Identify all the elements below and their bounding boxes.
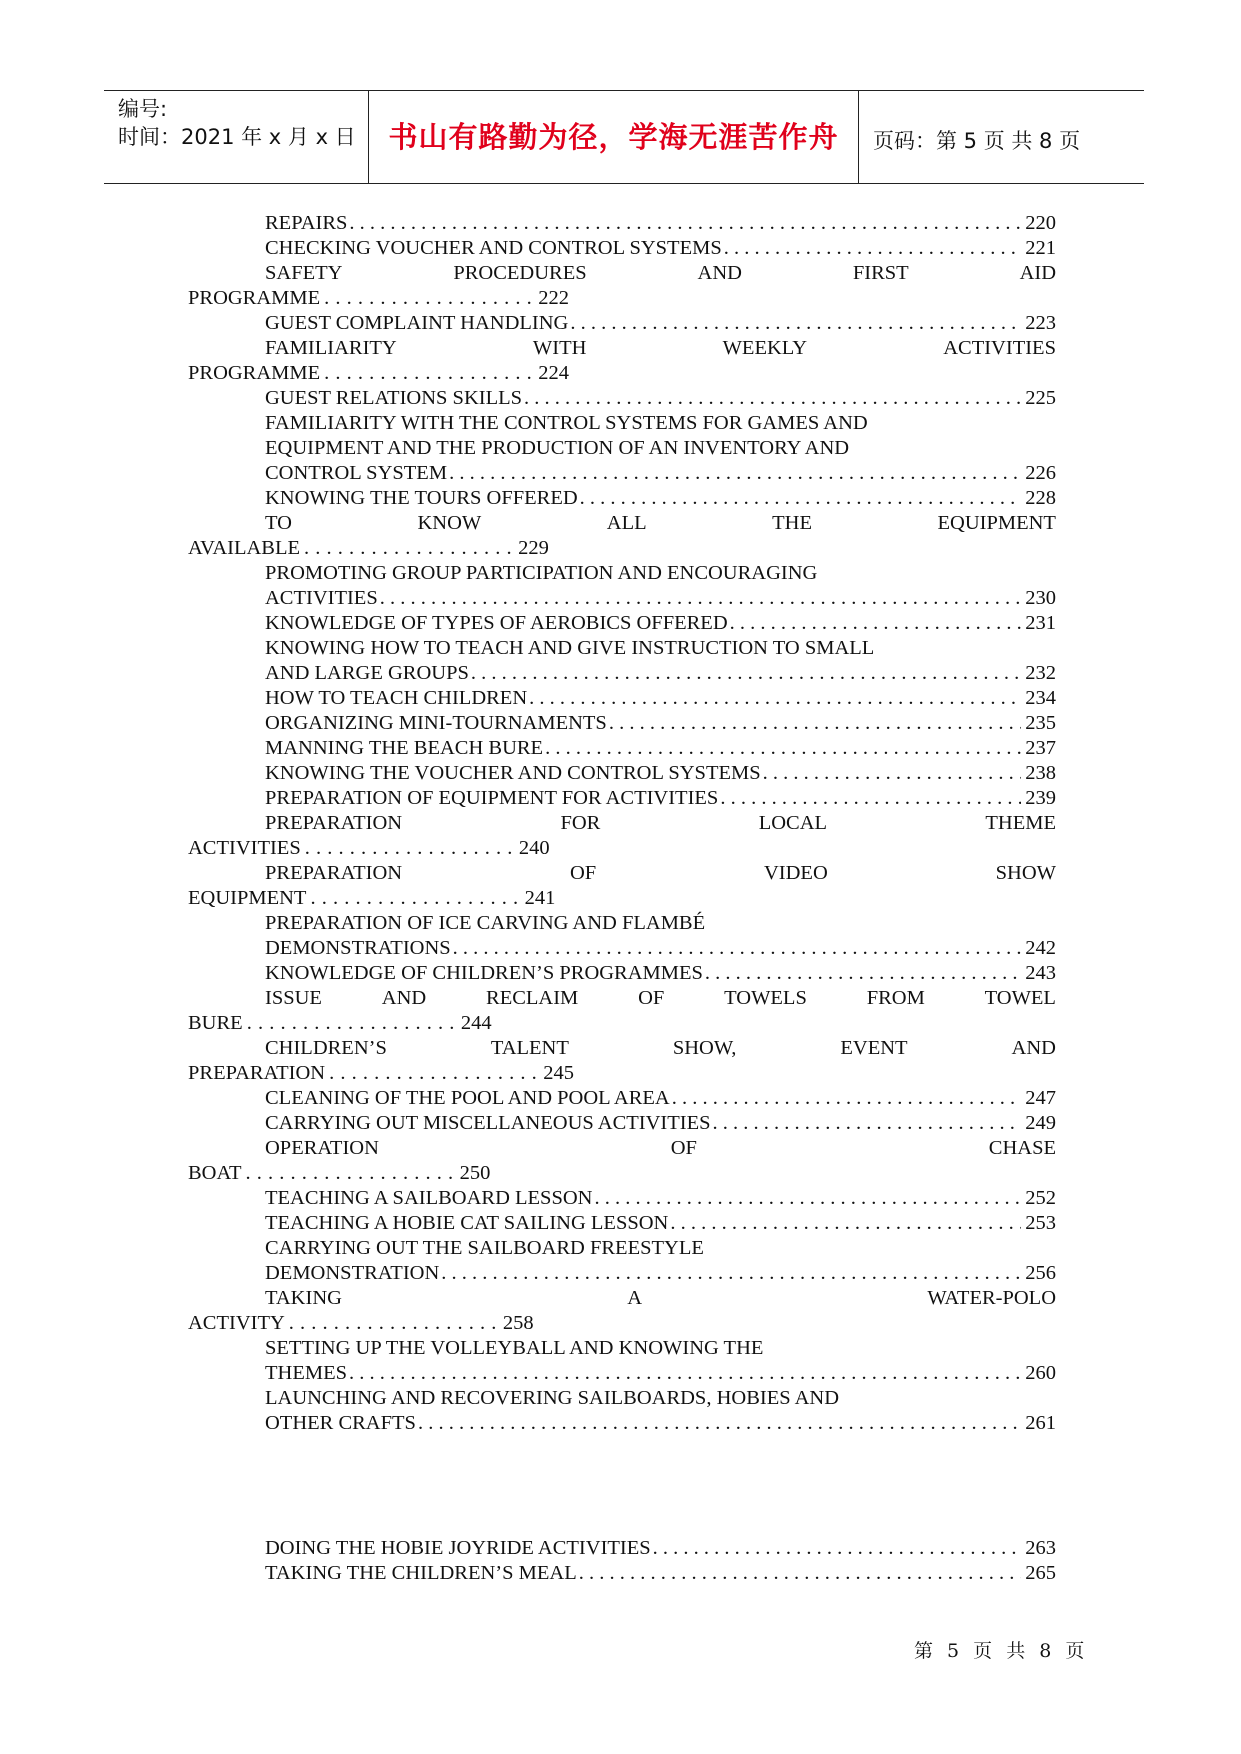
toc-entry bbox=[265, 785, 1056, 811]
toc-page-number: 240 bbox=[518, 837, 550, 859]
number-label: 编号: bbox=[118, 97, 168, 121]
toc-leader-dots: . . . . . . . . . . . . . . . . . . . bbox=[304, 837, 513, 859]
toc-entry-continuation bbox=[188, 360, 569, 386]
toc-entry-title: CONTROL SYSTEM bbox=[265, 462, 448, 484]
toc-leader-dots bbox=[449, 460, 1021, 486]
header-info-cell bbox=[104, 91, 368, 183]
toc-entry-word: AND bbox=[1011, 1037, 1056, 1059]
toc-leader-dots bbox=[580, 485, 1022, 511]
toc-entry bbox=[265, 660, 1056, 686]
toc-leader-dots: . . . . . . . . . . . . . . . . . . . bbox=[324, 362, 533, 384]
toc-entry-word: ISSUE bbox=[265, 987, 322, 1009]
toc-entry bbox=[265, 585, 1056, 611]
toc-entry-title: PREPARATION OF EQUIPMENT FOR ACTIVITIES bbox=[265, 787, 719, 809]
toc-page-number: 234 bbox=[1025, 687, 1056, 709]
toc-leader-dots bbox=[441, 1260, 1021, 1286]
toc-entry-justified-line bbox=[265, 860, 1056, 886]
toc-entry-word: PREPARATION bbox=[265, 862, 403, 884]
toc-entry-justified-line bbox=[265, 335, 1056, 361]
toc-page-number: 261 bbox=[1025, 1412, 1056, 1434]
toc-entry bbox=[265, 760, 1056, 786]
toc-entry-title: PROGRAMME bbox=[188, 362, 321, 384]
toc-entry-word: TALENT bbox=[490, 1037, 569, 1059]
toc-entry-line: KNOWING HOW TO TEACH AND GIVE INSTRUCTION TO SMALL bbox=[265, 637, 875, 659]
motto: 书山有路勤为径，学海无涯苦作舟 bbox=[388, 120, 839, 154]
toc-leader-dots bbox=[730, 610, 1022, 636]
toc-entry-word: AID bbox=[1019, 262, 1056, 284]
toc-entry-word: SHOW bbox=[995, 862, 1056, 884]
toc-entry bbox=[265, 210, 1056, 236]
toc-entry-word: SAFETY bbox=[265, 262, 343, 284]
toc-entry-title: ACTIVITY bbox=[188, 1312, 285, 1334]
toc-entry bbox=[265, 235, 1056, 261]
toc-entry-continuation bbox=[188, 885, 555, 911]
toc-leader-dots bbox=[672, 1085, 1022, 1111]
toc-entry-justified-line bbox=[265, 510, 1056, 536]
toc-leader-dots bbox=[529, 685, 1021, 711]
toc-entry bbox=[265, 960, 1056, 986]
toc-leader-dots bbox=[713, 1110, 1022, 1136]
toc-page-number: 225 bbox=[1025, 387, 1056, 409]
header-table bbox=[104, 90, 1144, 184]
toc-entry-word: LOCAL bbox=[758, 812, 828, 834]
toc-entry-justified-line bbox=[265, 985, 1056, 1011]
toc-entry-continuation bbox=[188, 1310, 534, 1336]
toc-entry-continuation bbox=[188, 285, 569, 311]
toc-page-number: 237 bbox=[1025, 737, 1056, 759]
toc-leader-dots: . . . . . . . . . . . . . . . . . . . bbox=[324, 287, 533, 309]
toc-page-number: 250 bbox=[459, 1162, 491, 1184]
toc-entry-word: FROM bbox=[866, 987, 925, 1009]
toc-entry bbox=[265, 935, 1056, 961]
toc-leader-dots bbox=[579, 1560, 1022, 1586]
toc-entry-title: DEMONSTRATION bbox=[265, 1262, 440, 1284]
toc-leader-dots bbox=[524, 385, 1021, 411]
toc-entry-word: A bbox=[627, 1287, 643, 1309]
toc-leader-dots bbox=[594, 1185, 1021, 1211]
toc-entry-title: CARRYING OUT MISCELLANEOUS ACTIVITIES bbox=[265, 1112, 711, 1134]
toc-entry-word: SHOW, bbox=[672, 1037, 737, 1059]
toc-entry-word: TAKING bbox=[265, 1287, 342, 1309]
toc-entry-word: OPERATION bbox=[265, 1137, 379, 1159]
toc-page-number: 230 bbox=[1025, 587, 1056, 609]
toc-entry-title: AND LARGE GROUPS bbox=[265, 662, 469, 684]
toc-leader-dots bbox=[418, 1410, 1021, 1436]
toc-entry-word: TOWELS bbox=[724, 987, 807, 1009]
toc-entry-line: LAUNCHING AND RECOVERING SAILBOARDS, HOBIES AND bbox=[265, 1387, 840, 1409]
toc-entry-word: WEEKLY bbox=[722, 337, 808, 359]
toc-leader-dots: . . . . . . . . . . . . . . . . . . . bbox=[288, 1312, 497, 1334]
toc-entry-title: KNOWING THE TOURS OFFERED bbox=[265, 487, 578, 509]
toc-page-number: 231 bbox=[1025, 612, 1056, 634]
toc-page-number: 265 bbox=[1025, 1562, 1056, 1584]
toc-page-number: 245 bbox=[543, 1062, 574, 1084]
toc-entry-line: EQUIPMENT AND THE PRODUCTION OF AN INVENTORY AND bbox=[265, 437, 850, 459]
toc-entry-word: ACTIVITIES bbox=[943, 337, 1056, 359]
toc-entry-word: PREPARATION bbox=[265, 812, 403, 834]
toc-page-number: 244 bbox=[460, 1012, 492, 1034]
toc-entry-continuation bbox=[188, 1010, 492, 1036]
toc-leader-dots bbox=[570, 310, 1021, 336]
toc-leader-dots bbox=[453, 935, 1022, 961]
toc-entry-word: KNOW bbox=[417, 512, 482, 534]
toc-entry bbox=[265, 1360, 1056, 1386]
toc-entry-title: EQUIPMENT bbox=[188, 887, 307, 909]
toc-entry-title: DOING THE HOBIE JOYRIDE ACTIVITIES bbox=[265, 1537, 651, 1559]
toc-entry bbox=[265, 1085, 1056, 1111]
toc-entry bbox=[265, 1410, 1056, 1436]
toc-entry-title: ACTIVITIES bbox=[265, 587, 378, 609]
toc-entry-title: BOAT bbox=[188, 1162, 242, 1184]
toc-entry bbox=[265, 685, 1056, 711]
toc-page-number: 220 bbox=[1025, 212, 1056, 234]
toc-entry-word: CHASE bbox=[988, 1137, 1056, 1159]
toc-entry-word: THEME bbox=[985, 812, 1056, 834]
toc-entry-title: DEMONSTRATIONS bbox=[265, 937, 451, 959]
toc-entry-word: FIRST bbox=[852, 262, 909, 284]
toc-entry-word: CHILDREN’S bbox=[265, 1037, 387, 1059]
toc-entry-title: PREPARATION bbox=[188, 1062, 326, 1084]
toc-entry bbox=[265, 1210, 1056, 1236]
toc-entry-continuation bbox=[188, 835, 550, 861]
toc-entry-justified-line bbox=[265, 260, 1056, 286]
toc-entry bbox=[265, 1185, 1056, 1211]
toc-page-number: 253 bbox=[1025, 1212, 1056, 1234]
toc-page-number: 221 bbox=[1025, 237, 1056, 259]
toc-leader-dots bbox=[609, 710, 1021, 736]
toc-leader-dots bbox=[349, 1360, 1021, 1386]
toc-leader-dots: . . . . . . . . . . . . . . . . . . . bbox=[245, 1162, 454, 1184]
toc-page-number: 243 bbox=[1025, 962, 1056, 984]
toc-page-number: 235 bbox=[1025, 712, 1056, 734]
toc-entry-title: KNOWING THE VOUCHER AND CONTROL SYSTEMS bbox=[265, 762, 761, 784]
toc-entry-continuation bbox=[188, 1160, 490, 1186]
toc-page-number: 239 bbox=[1025, 787, 1056, 809]
toc-leader-dots bbox=[653, 1535, 1022, 1561]
header-page-cell bbox=[859, 91, 1144, 183]
toc-entry-word: RECLAIM bbox=[486, 987, 579, 1009]
toc-entry-title: AVAILABLE bbox=[188, 537, 300, 559]
toc-leader-dots: . . . . . . . . . . . . . . . . . . . bbox=[246, 1012, 455, 1034]
toc-entry-title: BURE bbox=[188, 1012, 243, 1034]
toc-entry bbox=[265, 310, 1056, 336]
toc-entry-title: THEMES bbox=[265, 1362, 347, 1384]
toc-entry-title: KNOWLEDGE OF TYPES OF AEROBICS OFFERED bbox=[265, 612, 728, 634]
toc-leader-dots bbox=[763, 760, 1022, 786]
toc-leader-dots: . . . . . . . . . . . . . . . . . . . bbox=[304, 537, 513, 559]
toc-entry-word: OF bbox=[638, 987, 665, 1009]
toc-page-number: 229 bbox=[518, 537, 549, 559]
toc-entry-word: WATER-POLO bbox=[927, 1287, 1056, 1309]
toc-page-number: 228 bbox=[1025, 487, 1056, 509]
toc-entry-title: CHECKING VOUCHER AND CONTROL SYSTEMS bbox=[265, 237, 722, 259]
toc-entry-title: CLEANING OF THE POOL AND POOL AREA bbox=[265, 1087, 670, 1109]
toc-entry bbox=[265, 1560, 1056, 1586]
header-motto-cell bbox=[368, 91, 859, 183]
toc-entry-word: FAMILIARITY bbox=[265, 337, 397, 359]
toc-entry-word: PROCEDURES bbox=[453, 262, 587, 284]
toc-entry-word: VIDEO bbox=[764, 862, 828, 884]
toc-entry-word: EQUIPMENT bbox=[937, 512, 1056, 534]
toc-entry-line: SETTING UP THE VOLLEYBALL AND KNOWING THE bbox=[265, 1337, 764, 1359]
toc-entry-title: KNOWLEDGE OF CHILDREN’S PROGRAMMES bbox=[265, 962, 703, 984]
toc-entry-word: OF bbox=[569, 862, 597, 884]
toc-entry-title: ORGANIZING MINI-TOURNAMENTS bbox=[265, 712, 607, 734]
toc-leader-dots bbox=[380, 585, 1022, 611]
toc-entry bbox=[265, 1260, 1056, 1286]
toc-leader-dots bbox=[705, 960, 1021, 986]
toc-leader-dots: . . . . . . . . . . . . . . . . . . . bbox=[329, 1062, 538, 1084]
toc-page-number: 223 bbox=[1025, 312, 1056, 334]
toc-page-number: 232 bbox=[1025, 662, 1056, 684]
toc-entry-line: PROMOTING GROUP PARTICIPATION AND ENCOURAGING bbox=[265, 562, 818, 584]
toc-entry-word: EVENT bbox=[840, 1037, 908, 1059]
toc-entry-line: PREPARATION OF ICE CARVING AND FLAMBÉ bbox=[265, 912, 706, 934]
toc-page-number: 263 bbox=[1025, 1537, 1056, 1559]
toc-entry-title: PROGRAMME bbox=[188, 287, 321, 309]
toc-entry-line: FAMILIARITY WITH THE CONTROL SYSTEMS FOR GAMES AND bbox=[265, 412, 868, 434]
toc-page-number: 258 bbox=[502, 1312, 534, 1334]
toc-entry-title: TAKING THE CHILDREN’S MEAL bbox=[265, 1562, 577, 1584]
toc-leader-dots bbox=[471, 660, 1021, 686]
toc-entry-continuation bbox=[188, 535, 549, 561]
toc-entry-continuation bbox=[188, 1060, 574, 1086]
toc-leader-dots bbox=[349, 210, 1021, 236]
toc-entry-title: TEACHING A SAILBOARD LESSON bbox=[265, 1187, 593, 1209]
toc-entry-justified-line bbox=[265, 1035, 1056, 1061]
toc-entry-title: HOW TO TEACH CHILDREN bbox=[265, 687, 528, 709]
toc-entry bbox=[265, 610, 1056, 636]
toc-entry-word: AND bbox=[697, 262, 742, 284]
toc-page-number: 247 bbox=[1025, 1087, 1056, 1109]
toc-entry-word: TOWEL bbox=[984, 987, 1056, 1009]
toc-entry-justified-line bbox=[265, 1135, 1056, 1161]
toc-page-number: 242 bbox=[1025, 937, 1056, 959]
toc-entry bbox=[265, 485, 1056, 511]
toc-page-number: 256 bbox=[1025, 1262, 1056, 1284]
toc-page-number: 238 bbox=[1025, 762, 1056, 784]
toc-entry-title: OTHER CRAFTS bbox=[265, 1412, 416, 1434]
time-label: 时间：2021 年 x 月 x 日 bbox=[118, 125, 356, 149]
toc-page-number: 222 bbox=[538, 287, 570, 309]
toc-entry-justified-line bbox=[265, 810, 1056, 836]
toc-entry-word: OF bbox=[670, 1137, 697, 1159]
toc-entry-title: GUEST RELATIONS SKILLS bbox=[265, 387, 523, 409]
toc-entry-title: ACTIVITIES bbox=[188, 837, 301, 859]
toc-entry-word: AND bbox=[381, 987, 427, 1009]
toc-entry-word: THE bbox=[772, 512, 812, 534]
toc-entry bbox=[265, 385, 1056, 411]
toc-leader-dots bbox=[720, 785, 1021, 811]
toc-leader-dots bbox=[670, 1210, 1021, 1236]
toc-page-number: 260 bbox=[1025, 1362, 1056, 1384]
toc-entry-line: CARRYING OUT THE SAILBOARD FREESTYLE bbox=[265, 1237, 704, 1259]
toc-leader-dots bbox=[545, 735, 1021, 761]
toc-page-number: 224 bbox=[538, 362, 570, 384]
toc-entry-title: TEACHING A HOBIE CAT SAILING LESSON bbox=[265, 1212, 669, 1234]
toc-entry bbox=[265, 710, 1056, 736]
toc-entry-word: FOR bbox=[560, 812, 601, 834]
toc-page-number: 241 bbox=[524, 887, 556, 909]
toc-page-number: 249 bbox=[1025, 1112, 1056, 1134]
toc-entry-title: GUEST COMPLAINT HANDLING bbox=[265, 312, 569, 334]
footer-page-number: 第 5 页 共 8 页 bbox=[914, 1640, 1089, 1662]
toc-entry-word: TO bbox=[265, 512, 292, 534]
toc-leader-dots: . . . . . . . . . . . . . . . . . . . bbox=[310, 887, 519, 909]
toc-entry-word: WITH bbox=[532, 337, 587, 359]
toc-leader-dots bbox=[724, 235, 1022, 261]
toc-entry bbox=[265, 460, 1056, 486]
toc-entry-word: ALL bbox=[606, 512, 647, 534]
toc-page-number: 226 bbox=[1025, 462, 1056, 484]
toc-entry bbox=[265, 735, 1056, 761]
page-label: 页码：第 5 页 共 8 页 bbox=[873, 129, 1081, 153]
toc-entry bbox=[265, 1535, 1056, 1561]
toc-entry-title: MANNING THE BEACH BURE bbox=[265, 737, 544, 759]
toc-page-number: 252 bbox=[1025, 1187, 1056, 1209]
toc-entry-justified-line bbox=[265, 1285, 1056, 1311]
toc-entry bbox=[265, 1110, 1056, 1136]
toc-entry-title: REPAIRS bbox=[265, 212, 348, 234]
